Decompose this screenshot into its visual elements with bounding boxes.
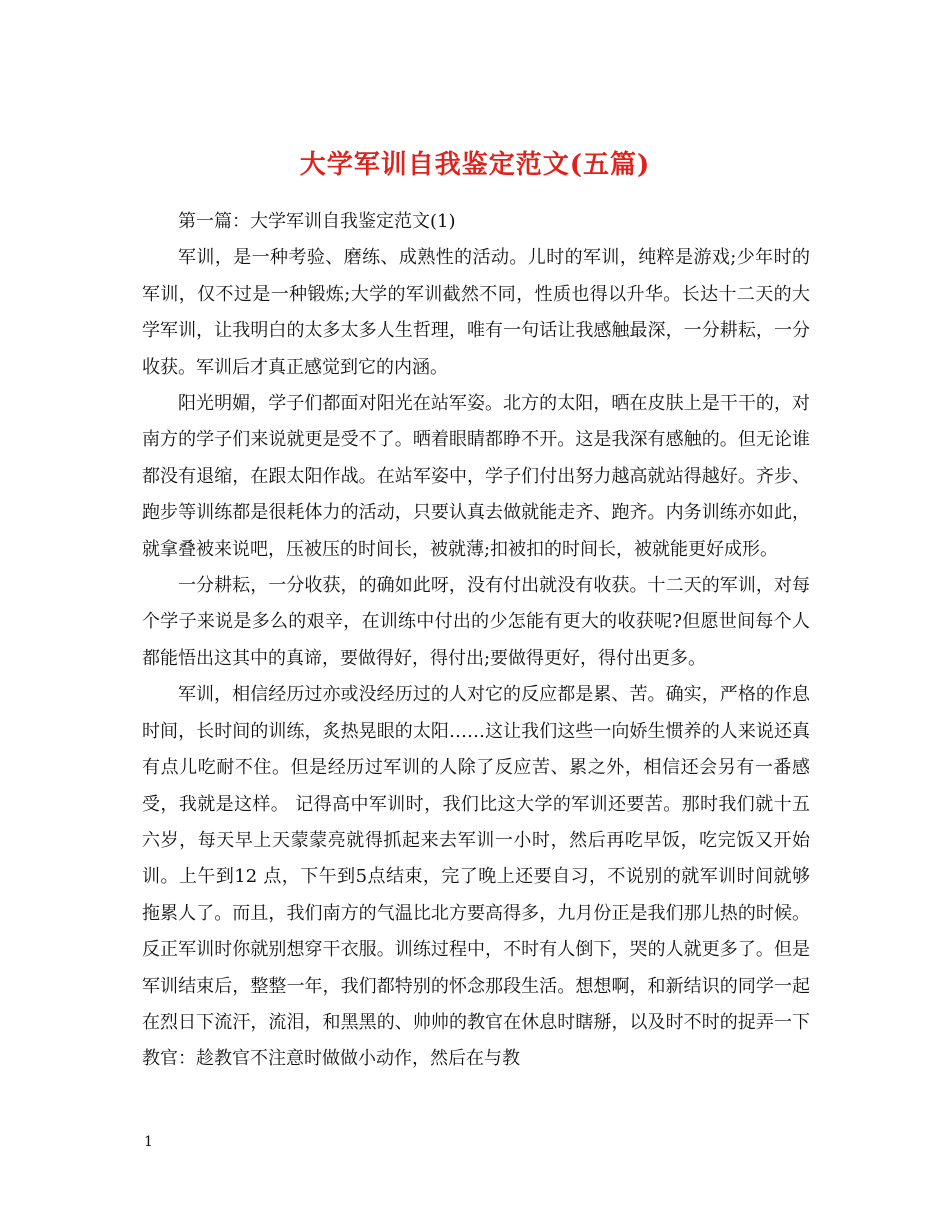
document-body (142, 204, 810, 1078)
document-title: 大学军训自我鉴定范文(五篇) (299, 150, 651, 181)
paragraph-4: 军训，相信经历过亦或没经历过的人对它的反应都是累、苦。确实，严格的作息时间，长时间的训练，炙热晃眼的太阳……这让我们这些一向娇生惯养的人来说还真有点儿吃耐不住。但是经历过军训的人除了反应苦、累之外，相信还会另有一番感受，我就是这样。 记得高中军训时，我们比这大学的军训还要苦。那时我们就十五六岁，每天早上天蒙蒙亮就得抓起来去军训一小时，然后再吃早饭，吃完饭又开始训。上午到12 点，下午到5点结束，完了晚上还要自习，不说别的就军训时间就够拖累人了。而且，我们南方的气温比北方要高得多，九月份正是我们那儿热的时候。反正军训时你就别想穿干衣服。训练过程中，不时有人倒下，哭的人就更多了。但是军训结束后，整整一年，我们都特别的怀念那段生活。想想啊，和新结识的同学一起在烈日下流汗，流泪，和黑黑的、帅帅的教官在休息时瞎掰，以及时不时的捉弄一下教官：趁教官不注意时做做小动作，然后在与教 (142, 684, 810, 1070)
paragraph-2: 阳光明媚，学子们都面对阳光在站军姿。北方的太阳，晒在皮肤上是干干的，对南方的学子们来说就更是受不了。晒着眼睛都睁不开。这是我深有感触的。但无论谁都没有退缩，在跟太阳作战。在站军姿中，学子们付出努力越高就站得越好。齐步、跑步等训练都是很耗体力的活动，只要认真去做就能走齐、跑齐。内务训练亦如此，就拿叠被来说吧，压被压的时间长，被就薄;扣被扣的时间长，被就能更好成形。 (142, 393, 810, 560)
paragraph-3: 一分耕耘，一分收获，的确如此呀，没有付出就没有收获。十二天的军训，对每个学子来说是多么的艰辛，在训练中付出的少怎能有更大的收获呢?但愿世间每个人都能悟出这其中的真谛，要做得好，得付出;要做得更好，得付出更多。 (142, 575, 810, 669)
paragraph-1: 军训，是一种考验、磨练、成熟性的活动。儿时的军训，纯粹是游戏;少年时的军训，仅不过是一种锻炼;大学的军训截然不同，性质也得以升华。长达十二天的大学军训，让我明白的太多太多人生哲理，唯有一句话让我感触最深，一分耕耘，一分收获。军训后才真正感觉到它的内涵。 (142, 247, 810, 378)
section-heading: 第一篇：大学军训自我鉴定范文(1) (178, 211, 456, 232)
page-number: 1 (144, 1134, 153, 1150)
